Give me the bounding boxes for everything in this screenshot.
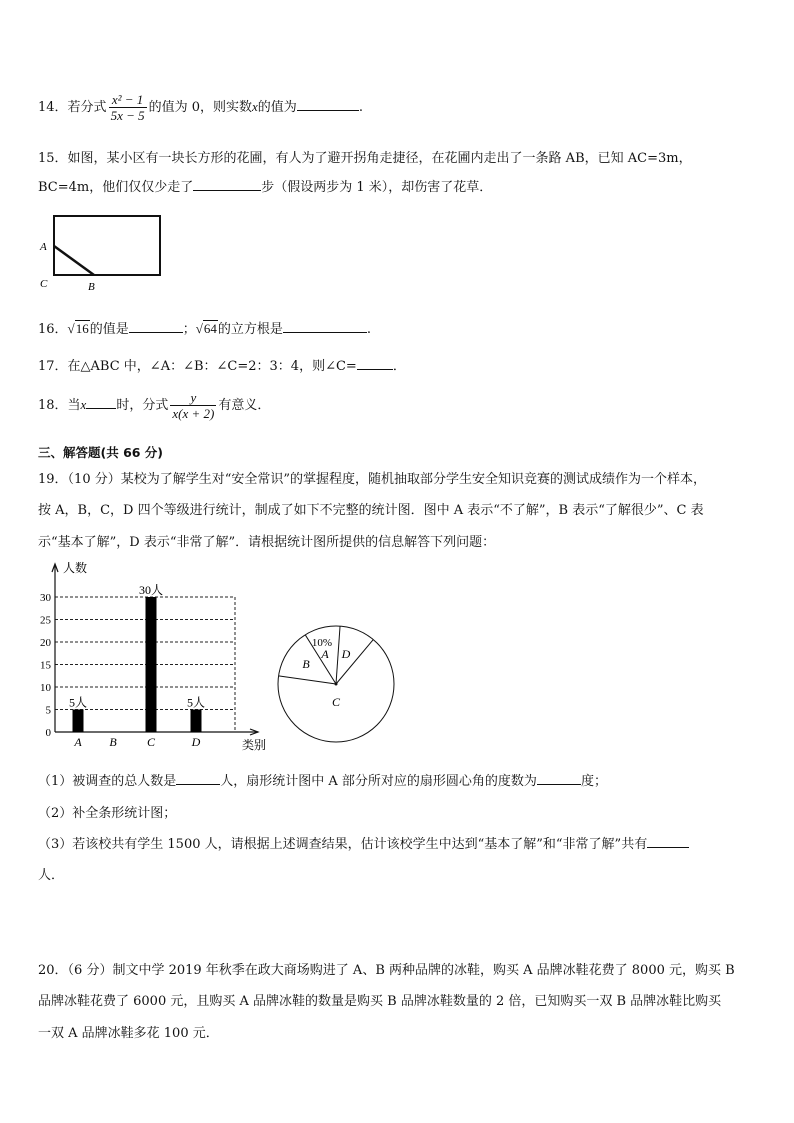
q19-sub3-pre: （3）若该校共有学生 1500 人，请根据上述调查结果，估计该校学生中达到“基本了解”和“非常了解”共有	[38, 837, 648, 852]
q14-number: 14．	[38, 100, 68, 115]
x-tick-label-B: B	[109, 735, 117, 749]
y-tick-label-25: 25	[40, 614, 51, 627]
question-19-part-1	[38, 770, 607, 789]
bar-A	[73, 710, 84, 733]
x-tick-label-A: A	[74, 735, 82, 749]
q19-sub1-pre: （1）被调查的总人数是	[38, 774, 177, 789]
q17-answer-blank[interactable]	[357, 356, 393, 370]
pie-divider-1	[279, 676, 336, 684]
question-19-line-3: 示“基本了解”，D 表示“非常了解”．请根据统计图所提供的信息解答下列问题：	[38, 535, 496, 550]
x-tick-label-D: D	[191, 735, 201, 749]
question-19-part-3	[38, 833, 689, 852]
q16-sqrt-64: √64	[195, 321, 217, 336]
q14-frac-denominator: 5x − 5	[110, 108, 145, 123]
question-17	[38, 355, 406, 374]
q19-sub1-blank-2[interactable]	[537, 771, 581, 785]
question-20-line-2: 品牌冰鞋花费了 6000 元，且购买 A 品牌冰鞋的数量是购买 B 品牌冰鞋数量的 2 倍，已知购买一双 B 品牌冰鞋比购买	[38, 994, 722, 1009]
q19-sub1-mid: 人，扇形统计图中 A 部分所对应的扇形圆心角的度数为	[220, 774, 537, 789]
q18-frac-numerator: y	[170, 390, 216, 406]
question-19-line-1: 19．（10 分）某校为了解学生对“安全常识”的掌握程度，随机抽取部分学生安全知识竞赛的测试成绩作为一个样本，	[38, 472, 707, 487]
section-3-title: 三、解答题(共 66 分)	[38, 445, 164, 460]
question-20-line-1: 20．（6 分）制文中学 2019 年秋季在政大商场购进了 A、B 两种品牌的冰鞋，购买 A 品牌冰鞋花费了 8000 元，购买 B	[38, 963, 735, 978]
q14-frac-numerator: x² − 1	[109, 92, 147, 108]
pie-divider-3	[336, 626, 340, 684]
garden-rectangle	[54, 216, 160, 275]
y-tick-label-0: 0	[45, 727, 51, 739]
y-tick-label-30: 30	[40, 592, 51, 604]
data-label-D: 5人	[186, 695, 206, 710]
q16-radicand-2: 64	[203, 321, 217, 336]
q16-answer-blank-1[interactable]	[129, 319, 183, 333]
q18-number: 18．当	[38, 398, 81, 413]
q16-number: 16．	[38, 322, 68, 337]
q14-middle: 的值为 0，则实数	[148, 100, 253, 115]
q18-frac-denominator: x(x + 2)	[172, 406, 215, 421]
path-ab	[54, 246, 94, 275]
label-b: B	[88, 281, 95, 293]
y-tick-label-15: 15	[40, 659, 51, 672]
label-c: C	[40, 278, 48, 290]
data-label-C: 30人	[138, 583, 164, 597]
q16-post: 的立方根是	[217, 322, 283, 337]
slice-label-C: C	[331, 695, 341, 709]
slice-label-D: D	[341, 647, 351, 661]
data-label-A: 5人	[68, 695, 88, 710]
pie-chart	[270, 620, 410, 750]
q18-variable: x	[80, 397, 87, 412]
x-tick-label-C: C	[146, 735, 156, 749]
bar-D	[191, 710, 202, 733]
q16-radicand-1: 16	[75, 321, 89, 336]
y-axis-title: 人数	[63, 561, 88, 575]
slice-annotation: 10%	[311, 637, 333, 649]
question-18	[38, 390, 270, 421]
q14-post: 的值为	[257, 100, 297, 115]
q18-post: 有意义．	[218, 398, 271, 413]
slice-label-A: A	[321, 647, 329, 661]
question-19-part-3-end: 人．	[38, 868, 65, 883]
question-16	[38, 318, 371, 337]
question-20-line-3: 一双 A 品牌冰鞋多花 100 元．	[38, 1026, 219, 1041]
q15-answer-blank[interactable]	[193, 177, 261, 191]
bar-C	[146, 597, 157, 732]
q14-end: .	[358, 100, 363, 115]
q16-end: .	[366, 322, 372, 337]
question-15-line-1: 15．如图，某小区有一块长方形的花圃，有人为了避开拐角走捷径，在花圃内走出了一条路 AB，已知 AC=3m，	[38, 151, 692, 166]
q17-text: 17．在△ABC 中，∠A：∠B：∠C=2：3：4，则∠C=	[38, 359, 357, 374]
q14-fraction	[109, 92, 147, 123]
q14-variable: x	[252, 99, 258, 114]
q14-prefix: 若分式	[67, 100, 107, 115]
question-15-line-2	[38, 176, 492, 195]
question-14	[38, 92, 363, 123]
q16-answer-blank-2[interactable]	[283, 319, 367, 333]
q19-sub1-blank-1[interactable]	[176, 771, 220, 785]
q15-garden-figure	[36, 210, 166, 296]
q16-mid: 的值是	[89, 322, 129, 337]
q18-mid: 时，分式	[116, 398, 169, 413]
q16-sep: ；	[182, 322, 196, 337]
slice-label-B: B	[302, 657, 310, 671]
y-tick-label-20: 20	[40, 637, 51, 649]
q19-sub1-post: 度；	[580, 774, 607, 789]
q15-line2-pre: BC=4m，他们仅仅少走了	[38, 180, 194, 195]
pie-center	[335, 683, 338, 686]
x-axis-title: 类别	[242, 738, 267, 752]
question-19-part-2: （2）补全条形统计图；	[38, 806, 177, 821]
q18-answer-blank[interactable]	[86, 395, 116, 409]
q16-sqrt-16: √16	[67, 321, 89, 336]
y-tick-label-10: 10	[40, 682, 51, 694]
bar-chart	[30, 556, 280, 756]
q19-sub3-blank[interactable]	[647, 834, 689, 848]
q18-fraction	[170, 390, 216, 421]
y-tick-label-5: 5	[45, 704, 51, 717]
label-a: A	[40, 241, 47, 253]
q15-line2-post: 步（假设两步为 1 米），却伤害了花草．	[261, 180, 493, 195]
question-19-line-2: 按 A，B，C，D 四个等级进行统计，制成了如下不完整的统计图．图中 A 表示“不了解”，B 表示“了解很少”、C 表	[38, 503, 704, 518]
q14-answer-blank[interactable]	[297, 97, 359, 111]
q17-end: ．	[392, 359, 406, 374]
